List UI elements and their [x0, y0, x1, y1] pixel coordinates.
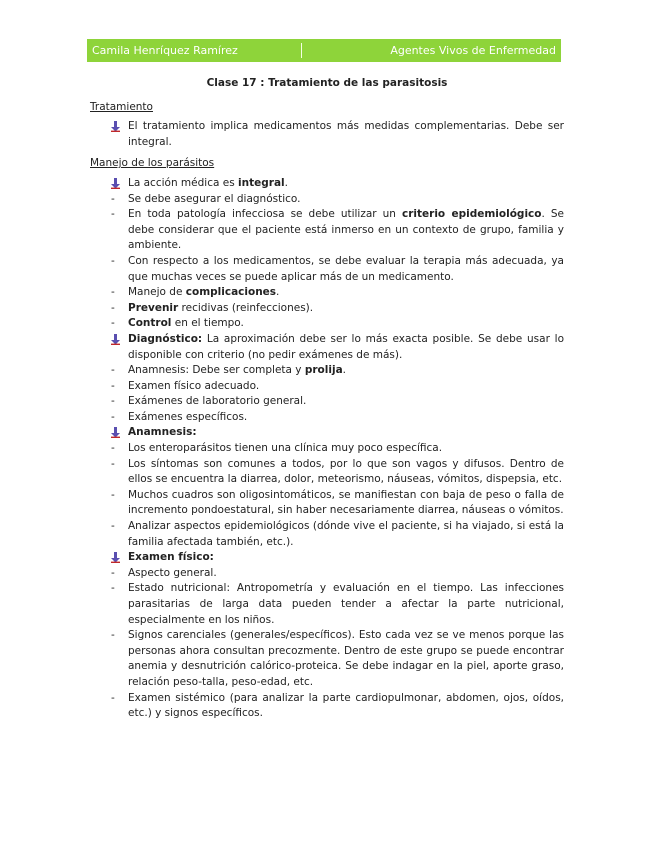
item-text: recidivas (reinfecciones). — [178, 301, 314, 314]
item-text: Aspecto general. — [128, 566, 217, 579]
item-text: Examen sistémico (para analizar la parte cardiopulmonar, abdomen, ojos, oídos, etc.) y signos específicos. — [128, 691, 564, 720]
item-text: . — [342, 364, 346, 377]
dash-bullet-icon: - — [111, 254, 115, 267]
item-bold-text: Anamnesis: — [128, 426, 197, 439]
manejo-list — [90, 176, 564, 722]
dash-bullet-icon: - — [111, 301, 115, 314]
list-item — [90, 441, 564, 457]
list-item — [90, 581, 564, 628]
list-item — [90, 176, 564, 192]
list-item — [90, 119, 564, 150]
arrow-bullet-icon — [110, 176, 124, 189]
list-item — [90, 457, 564, 488]
item-text: . — [276, 286, 280, 299]
list-item — [90, 192, 564, 208]
item-bold-text: Diagnóstico: — [128, 332, 203, 345]
dash-bullet-icon: - — [111, 691, 115, 704]
list-item — [90, 410, 564, 426]
item-text: Se debe asegurar el diagnóstico. — [128, 192, 301, 205]
page-header — [87, 39, 561, 62]
section-heading-tratamiento: Tratamiento — [90, 100, 153, 113]
item-text: Estado nutricional: Antropometría y evaluación en el tiempo. Las infecciones parasitarias de larga data pueden tender a afectar la parte nutricional, especialmente en los niños. — [128, 582, 564, 626]
item-text: Examen físico adecuado. — [128, 379, 260, 392]
document-body — [90, 76, 564, 722]
list-item — [90, 316, 564, 332]
item-text: La aproximación debe ser lo más exacta posible. Se debe usar lo disponible con criterio (no pedir exámenes de más). — [128, 332, 564, 361]
item-bold-text: Prevenir — [128, 301, 179, 314]
item-text: Muchos cuadros son oligosintomáticos, se manifiestan con baja de peso o falla de incremento pondoestatural, sin haber necesariamente diarrea, náuseas o vómitos. — [128, 488, 564, 517]
section-heading-manejo: Manejo de los parásitos — [90, 157, 215, 170]
item-text: Los enteroparásitos tienen una clínica muy poco específica. — [128, 442, 443, 455]
list-item — [90, 379, 564, 395]
list-item — [90, 301, 564, 317]
dash-bullet-icon: - — [111, 317, 115, 330]
item-text: Exámenes específicos. — [128, 410, 248, 423]
item-text: Con respecto a los medicamentos, se debe evaluar la terapia más adecuada, ya que muchas veces se puede aplicar más de un medicamento. — [128, 254, 564, 283]
item-text: . Se debe considerar que el paciente está inmerso en un contexto de grupo, familia y ambiente. — [128, 208, 564, 252]
dash-bullet-icon: - — [111, 488, 115, 501]
list-item — [90, 207, 564, 254]
dash-bullet-icon: - — [111, 442, 115, 455]
arrow-bullet-icon — [110, 550, 124, 563]
list-item — [90, 488, 564, 519]
header-author: Camila Henríquez Ramírez — [92, 44, 238, 57]
dash-bullet-icon: - — [111, 457, 115, 470]
item-bold-text: Control — [128, 317, 172, 330]
list-item — [90, 425, 564, 441]
tratamiento-list — [90, 119, 564, 150]
item-text: La acción médica es — [128, 176, 239, 189]
item-text: En toda patología infecciosa se debe utilizar un — [128, 208, 402, 221]
list-item — [90, 254, 564, 285]
item-text: . — [284, 176, 288, 189]
item-text: Anamnesis: Debe ser completa y — [128, 364, 305, 377]
list-item — [90, 550, 564, 566]
dash-bullet-icon: - — [111, 208, 115, 221]
list-item — [90, 363, 564, 379]
arrow-bullet-icon — [110, 119, 124, 132]
dash-bullet-icon: - — [111, 364, 115, 377]
dash-bullet-icon: - — [111, 520, 115, 533]
arrow-bullet-icon — [110, 332, 124, 345]
item-text: Exámenes de laboratorio general. — [128, 395, 307, 408]
dash-bullet-icon: - — [111, 192, 115, 205]
item-text: Analizar aspectos epidemiológicos (dónde vive el paciente, si ha viajado, si está la familia afectada también, etc.). — [128, 520, 564, 548]
dash-bullet-icon: - — [111, 629, 115, 642]
list-item — [90, 332, 564, 363]
item-bold-text: prolija — [304, 364, 343, 377]
item-bold-text: criterio epidemiológico — [402, 208, 542, 221]
list-item — [90, 628, 564, 690]
dash-bullet-icon: - — [111, 582, 115, 595]
item-bold-text: Examen físico: — [128, 551, 214, 564]
list-item — [90, 519, 564, 550]
header-separator — [301, 43, 302, 58]
item-text: Signos carenciales (generales/específicos). Esto cada vez se ve menos porque las personas ahora consultan precozmente. Dentro de este grupo se puede encontrar anemia y desnutrición calórico-proteica. Se debe indagar en la piel, aporte graso, relación peso-talla, peso-edad, etc. — [128, 629, 564, 688]
list-item — [90, 394, 564, 410]
dash-bullet-icon: - — [111, 286, 115, 299]
document-title: Clase 17 : Tratamiento de las parasitosis — [206, 77, 448, 89]
list-item — [90, 691, 564, 722]
list-item — [90, 566, 564, 582]
item-text: El tratamiento implica medicamentos más medidas complementarias. Debe ser integral. — [128, 120, 564, 148]
list-item — [90, 285, 564, 301]
header-course: Agentes Vivos de Enfermedad — [390, 44, 556, 57]
arrow-bullet-icon — [110, 425, 124, 438]
item-text: en el tiempo. — [171, 317, 244, 330]
dash-bullet-icon: - — [111, 566, 115, 579]
dash-bullet-icon: - — [111, 395, 115, 408]
item-bold-text: integral — [238, 176, 285, 189]
item-text: Manejo de — [128, 286, 186, 299]
dash-bullet-icon: - — [111, 410, 115, 423]
dash-bullet-icon: - — [111, 379, 115, 392]
item-bold-text: complicaciones — [185, 286, 277, 299]
item-text: Los síntomas son comunes a todos, por lo que son vagos y difusos. Dentro de ellos se encuentra la diarrea, dolor, meteorismo, náuseas, vómitos, dispepsia, etc. — [128, 457, 564, 486]
